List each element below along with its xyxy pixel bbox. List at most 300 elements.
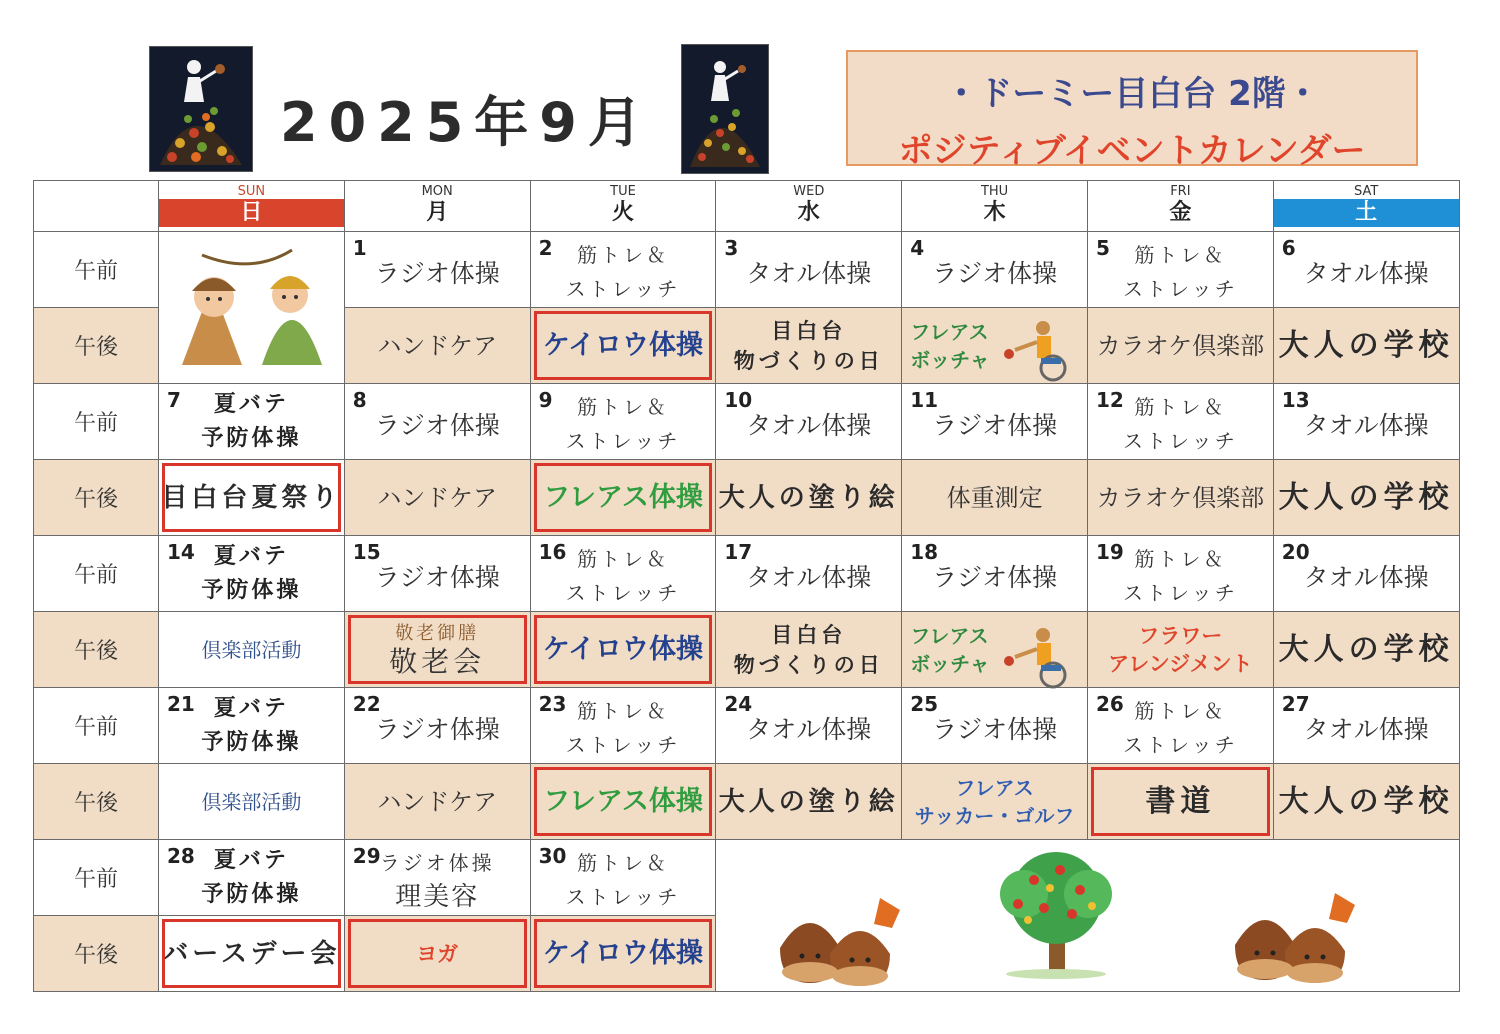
weekday-header-tue <box>530 181 716 232</box>
am-activity <box>1274 558 1459 594</box>
am-activity <box>716 254 901 290</box>
pm-cell <box>902 764 1088 840</box>
week-row-am <box>34 384 1460 460</box>
activity-line1: フラワー <box>1138 623 1223 648</box>
week-row-pm <box>34 460 1460 536</box>
activity-line1: カラオケ倶楽部 <box>1096 331 1265 360</box>
pm-cell <box>1087 460 1273 536</box>
activity-line1: タオル体操 <box>1303 563 1429 592</box>
activity-line1: ラジオ体操 <box>374 563 500 592</box>
day-cell <box>1087 232 1273 308</box>
activity-line1: 目白台 <box>771 622 847 647</box>
pm-cell <box>530 764 716 840</box>
day-cell <box>344 688 530 764</box>
day-cell <box>159 840 345 916</box>
activity-line2: ストレッチ <box>1122 733 1238 757</box>
day-number: 11 <box>910 388 939 412</box>
day-cell <box>159 688 345 764</box>
slot-am-text: 午前 <box>73 715 118 740</box>
activity-line1: ハンドケア <box>377 787 497 816</box>
pm-activity <box>716 612 901 687</box>
day-cell <box>344 536 530 612</box>
chestnut-icon <box>770 888 920 992</box>
slot-label-pm <box>34 764 159 840</box>
weekday-jp: 日 <box>159 199 344 227</box>
boccia-player-icon <box>995 625 1083 693</box>
activity-line1: 大人の塗り絵 <box>718 786 899 817</box>
pm-activity <box>902 460 1087 535</box>
activity-line2: ボッチャ <box>910 651 990 676</box>
weekday-jp: 木 <box>983 200 1006 225</box>
day-cell <box>902 688 1088 764</box>
pm-activity <box>159 764 344 839</box>
am-activity <box>902 406 1087 442</box>
facility-banner <box>846 50 1418 171</box>
activity-line1: タオル体操 <box>746 715 872 744</box>
acorn-couple-icon <box>172 245 332 374</box>
weekday-en: FRI <box>1170 184 1191 199</box>
day-number: 25 <box>910 692 939 716</box>
weekday-jp: 月 <box>426 200 449 225</box>
slot-pm-text: 午後 <box>73 943 118 968</box>
pm-activity-text <box>734 620 884 680</box>
am-activity <box>531 694 716 762</box>
pm-activity <box>716 308 901 383</box>
weekday-en: MON <box>421 184 453 199</box>
day-number: 8 <box>352 388 367 412</box>
pm-activity <box>1274 764 1459 839</box>
pm-cell <box>159 612 345 688</box>
pm-cell <box>159 460 345 536</box>
activity-line1: 大人の学校 <box>1278 327 1454 363</box>
lady-of-leaves-icon <box>681 44 769 174</box>
pm-activity <box>345 764 530 839</box>
highlight-frame <box>534 919 713 988</box>
pm-cell <box>530 308 716 384</box>
lady-of-leaves-icon <box>149 46 253 172</box>
week-row-pm <box>34 764 1460 840</box>
day-number: 26 <box>1095 692 1124 716</box>
activity-line1: ケイロウ体操 <box>542 937 704 969</box>
day-cell <box>1273 536 1459 612</box>
activity-line1: 夏バテ <box>213 392 289 417</box>
slot-am-text: 午前 <box>73 259 118 284</box>
activity-line1: フレアス <box>910 623 989 648</box>
am-activity <box>1274 254 1459 290</box>
highlight-frame <box>348 919 527 988</box>
slot-label-am <box>34 840 159 916</box>
day-number: 22 <box>352 692 381 716</box>
pm-cell <box>530 612 716 688</box>
header-corner <box>34 181 159 232</box>
pm-activity <box>1088 308 1273 383</box>
activity-line1: ラジオ体操 <box>932 563 1058 592</box>
day-number: 5 <box>1095 236 1110 260</box>
pm-activity-text <box>377 483 497 513</box>
weekday-header-sun <box>159 181 345 232</box>
activity-line1: 書道 <box>1145 783 1216 819</box>
highlight-frame <box>534 767 713 836</box>
slot-pm-text: 午後 <box>73 487 118 512</box>
activity-line1: 筋トレ＆ <box>1134 395 1227 419</box>
slot-label-am <box>34 384 159 460</box>
pm-activity-text <box>377 787 497 817</box>
activity-line1: 体重測定 <box>946 483 1043 512</box>
day-cell <box>1087 536 1273 612</box>
weekday-header-fri <box>1087 181 1273 232</box>
day-number: 7 <box>167 388 181 412</box>
activity-line1: ハンドケア <box>377 483 497 512</box>
slot-label-am <box>34 232 159 308</box>
activity-line1: ケイロウ体操 <box>542 329 704 361</box>
activity-line1: フレアス <box>910 319 989 344</box>
activity-line1: 筋トレ＆ <box>1134 699 1227 723</box>
activity-line1: 筋トレ＆ <box>1134 547 1227 571</box>
activity-line1: 筋トレ＆ <box>576 243 669 267</box>
am-activity <box>902 558 1087 594</box>
weekday-header-thu <box>902 181 1088 232</box>
am-activity <box>159 692 344 760</box>
am-activity <box>345 406 530 442</box>
page-title: 2025年9月 <box>280 91 653 154</box>
activity-line2: サッカー・ゴルフ <box>914 803 1075 828</box>
am-activity <box>1088 390 1273 458</box>
am-activity <box>902 254 1087 290</box>
activity-line2: アレンジメント <box>1108 651 1253 676</box>
activity-line1: タオル体操 <box>746 563 872 592</box>
pm-cell <box>1273 612 1459 688</box>
am-activity <box>716 710 901 746</box>
am-activity <box>1088 694 1273 762</box>
boccia-player-icon <box>995 318 1083 386</box>
activity-line1: ラジオ体操 <box>374 715 500 744</box>
weekday-header-sat <box>1273 181 1459 232</box>
highlight-frame <box>162 463 341 532</box>
am-activity <box>345 846 530 914</box>
am-activity <box>531 238 716 306</box>
day-number: 9 <box>538 388 553 412</box>
activity-line1: 大人の学校 <box>1278 631 1454 667</box>
activity-line1: 筋トレ＆ <box>576 547 669 571</box>
day-number: 12 <box>1095 388 1124 412</box>
slot-label-pm <box>34 308 159 384</box>
activity-line1: 敬老御膳 <box>395 622 480 644</box>
activity-line1: ラジオ体操 <box>932 411 1058 440</box>
day-number: 16 <box>538 540 567 564</box>
pm-cell <box>1087 764 1273 840</box>
pm-cell <box>1087 612 1273 688</box>
day-cell <box>1087 384 1273 460</box>
pm-cell <box>159 916 345 992</box>
slot-label-am <box>34 536 159 612</box>
activity-line1: 筋トレ＆ <box>1134 243 1227 267</box>
chestnut-icon <box>1225 885 1375 989</box>
activity-line1: タオル体操 <box>1303 715 1429 744</box>
pm-activity <box>159 612 344 687</box>
activity-line2: 予防体操 <box>201 426 302 451</box>
day-cell <box>530 384 716 460</box>
am-activity <box>1274 406 1459 442</box>
pm-cell <box>530 460 716 536</box>
activity-line1: ヨガ <box>416 941 459 966</box>
weekday-header-wed <box>716 181 902 232</box>
pm-activity-text <box>1108 622 1252 678</box>
activity-line1: ラジオ体操 <box>932 715 1058 744</box>
pm-cell <box>716 308 902 384</box>
day-number: 23 <box>538 692 567 716</box>
banner-facility-name: ・ドーミー目白台 2階・ <box>944 74 1320 114</box>
activity-line1: ラジオ体操 <box>932 259 1058 288</box>
activity-line1: 筋トレ＆ <box>576 851 669 875</box>
pm-activity-text <box>1278 479 1454 515</box>
activity-line1: ハンドケア <box>377 331 497 360</box>
activity-line2: ストレッチ <box>565 429 681 453</box>
slot-pm-text: 午後 <box>73 335 118 360</box>
pm-activity-text <box>201 787 301 817</box>
day-number: 1 <box>352 236 367 260</box>
activity-line1: 筋トレ＆ <box>576 395 669 419</box>
activity-line2: ストレッチ <box>1122 581 1238 605</box>
activity-line1: フレアス体操 <box>543 481 703 513</box>
am-activity <box>345 558 530 594</box>
pm-cell <box>1273 764 1459 840</box>
am-activity <box>159 540 344 608</box>
pm-activity-text <box>719 787 899 817</box>
slot-label-pm <box>34 612 159 688</box>
highlight-frame <box>1091 767 1270 836</box>
activity-line2: 予防体操 <box>201 730 302 755</box>
day-cell <box>530 232 716 308</box>
day-cell <box>1273 384 1459 460</box>
pm-activity-text <box>910 318 989 374</box>
am-activity <box>159 844 344 912</box>
activity-line2: 予防体操 <box>201 882 302 907</box>
day-number: 6 <box>1281 236 1296 260</box>
day-cell <box>716 384 902 460</box>
am-activity <box>716 558 901 594</box>
activity-line1: バースデー会 <box>162 938 341 969</box>
am-activity <box>902 710 1087 746</box>
am-activity <box>345 710 530 746</box>
highlight-frame <box>534 463 713 532</box>
activity-line1: 目白台夏祭り <box>161 482 342 513</box>
activity-line2: ボッチャ <box>910 347 990 372</box>
weekday-en: SUN <box>237 184 266 199</box>
activity-line2: 物づくりの日 <box>733 348 884 373</box>
weekday-header-row <box>34 181 1460 232</box>
day-cell <box>344 840 530 916</box>
activity-line1: 夏バテ <box>213 696 289 721</box>
activity-line1: 夏バテ <box>213 848 289 873</box>
activity-line1: 大人の学校 <box>1278 783 1454 819</box>
pm-activity <box>1088 460 1273 535</box>
activity-line2: ストレッチ <box>565 581 681 605</box>
pm-cell <box>1273 460 1459 536</box>
day-number: 4 <box>910 236 925 260</box>
slot-am-text: 午前 <box>73 867 118 892</box>
am-activity <box>716 406 901 442</box>
day-number: 18 <box>910 540 939 564</box>
day-number: 20 <box>1281 540 1310 564</box>
weekday-en: SAT <box>1354 184 1379 199</box>
activity-line2: ストレッチ <box>1122 277 1238 301</box>
pm-activity-text <box>377 331 497 361</box>
pm-activity-text <box>734 316 884 376</box>
slot-label-pm <box>34 460 159 536</box>
activity-line1: カラオケ倶楽部 <box>1096 483 1265 512</box>
pm-cell <box>1273 308 1459 384</box>
day-cell <box>344 384 530 460</box>
pm-activity-text <box>947 483 1043 513</box>
banner-calendar-name: ポジティブイベントカレンダー <box>898 131 1366 171</box>
day-cell <box>1087 688 1273 764</box>
pm-activity <box>1274 308 1459 383</box>
slot-pm-text: 午後 <box>73 639 118 664</box>
pm-activity-text <box>1278 327 1454 363</box>
activity-line1: ケイロウ体操 <box>542 633 704 665</box>
activity-line1: 大人の塗り絵 <box>718 482 899 513</box>
day-cell <box>716 232 902 308</box>
activity-line2: ストレッチ <box>565 885 681 909</box>
pm-activity <box>345 460 530 535</box>
day-number: 28 <box>167 844 195 868</box>
day-number: 27 <box>1281 692 1310 716</box>
activity-line1: ラジオ体操 <box>374 411 500 440</box>
pm-activity-text <box>201 635 301 665</box>
day-cell <box>159 384 345 460</box>
day-cell <box>716 688 902 764</box>
day-cell <box>1273 232 1459 308</box>
activity-line1: 大人の学校 <box>1278 479 1454 515</box>
pm-cell <box>344 460 530 536</box>
weekday-en: THU <box>980 184 1009 199</box>
am-activity <box>159 388 344 456</box>
day-cell <box>530 536 716 612</box>
activity-line2: ストレッチ <box>565 277 681 301</box>
am-activity <box>531 390 716 458</box>
slot-pm-text: 午後 <box>73 791 118 816</box>
pm-activity <box>345 308 530 383</box>
apple-tree-icon <box>994 850 1119 984</box>
pm-cell <box>344 916 530 992</box>
day-number: 21 <box>167 692 195 716</box>
pm-cell <box>1087 308 1273 384</box>
pm-cell <box>344 308 530 384</box>
day-number: 17 <box>724 540 753 564</box>
pm-activity-text <box>1097 331 1265 361</box>
day-number: 13 <box>1281 388 1310 412</box>
activity-line2: 理美容 <box>395 882 480 912</box>
activity-line1: タオル体操 <box>1303 259 1429 288</box>
weekday-header-mon <box>344 181 530 232</box>
day-number: 2 <box>538 236 553 260</box>
am-activity <box>1274 710 1459 746</box>
weekday-jp: 水 <box>797 200 820 225</box>
day-number: 10 <box>724 388 753 412</box>
activity-line1: タオル体操 <box>1303 411 1429 440</box>
am-activity <box>531 846 716 914</box>
activity-line1: ラジオ体操 <box>374 259 500 288</box>
am-activity <box>1088 238 1273 306</box>
activity-line2: 物づくりの日 <box>733 652 884 677</box>
pm-activity <box>1274 612 1459 687</box>
slot-label-pm <box>34 916 159 992</box>
highlight-frame <box>534 311 713 380</box>
pm-activity-text <box>1278 631 1454 667</box>
day-cell <box>902 232 1088 308</box>
highlight-frame <box>162 919 341 988</box>
pm-cell <box>902 460 1088 536</box>
activity-line2: 予防体操 <box>201 578 302 603</box>
day-number: 24 <box>724 692 753 716</box>
weekday-jp: 金 <box>1169 200 1192 225</box>
pm-activity <box>902 764 1087 839</box>
am-activity <box>1088 542 1273 610</box>
activity-line1: 目白台 <box>771 318 847 343</box>
pm-activity <box>1088 612 1273 687</box>
slot-label-am <box>34 688 159 764</box>
pm-cell <box>344 612 530 688</box>
activity-line1: フレアス体操 <box>543 785 703 817</box>
weekday-en: TUE <box>610 184 636 199</box>
activity-line1: ラジオ体操 <box>379 851 495 875</box>
activity-line1: タオル体操 <box>746 259 872 288</box>
week-row-am <box>34 688 1460 764</box>
activity-line1: フレアス <box>955 775 1034 800</box>
am-activity <box>531 542 716 610</box>
day-cell <box>902 536 1088 612</box>
day-number: 29 <box>352 844 381 868</box>
pm-activity-text <box>910 622 989 678</box>
pm-activity <box>1274 460 1459 535</box>
pm-activity <box>716 764 901 839</box>
day-cell <box>159 536 345 612</box>
day-cell <box>902 384 1088 460</box>
day-number: 15 <box>352 540 381 564</box>
day-cell <box>716 536 902 612</box>
day-cell <box>344 232 530 308</box>
pm-cell <box>159 764 345 840</box>
activity-line2: ストレッチ <box>1122 429 1238 453</box>
pm-activity <box>716 460 901 535</box>
highlight-frame <box>534 615 713 684</box>
pm-cell <box>716 764 902 840</box>
pm-cell <box>530 916 716 992</box>
weekday-jp: 土 <box>1274 199 1459 227</box>
slot-am-text: 午前 <box>73 411 118 436</box>
day-cell <box>1273 688 1459 764</box>
weekday-en: WED <box>793 184 825 199</box>
highlight-frame <box>348 615 527 684</box>
activity-line1: 倶楽部活動 <box>201 637 302 662</box>
activity-line2: ストレッチ <box>565 733 681 757</box>
activity-line1: 夏バテ <box>213 544 289 569</box>
slot-am-text: 午前 <box>73 563 118 588</box>
day-number: 14 <box>167 540 195 564</box>
pm-cell <box>716 460 902 536</box>
pm-activity-text <box>1278 783 1454 819</box>
activity-line1: 倶楽部活動 <box>201 789 302 814</box>
day-cell <box>530 688 716 764</box>
pm-activity-text <box>719 483 899 513</box>
day-number: 19 <box>1095 540 1124 564</box>
day-cell <box>530 840 716 916</box>
activity-line1: タオル体操 <box>746 411 872 440</box>
day-number: 3 <box>724 236 739 260</box>
week-row-pm <box>34 612 1460 688</box>
day-number: 30 <box>538 844 567 868</box>
pm-cell <box>344 764 530 840</box>
